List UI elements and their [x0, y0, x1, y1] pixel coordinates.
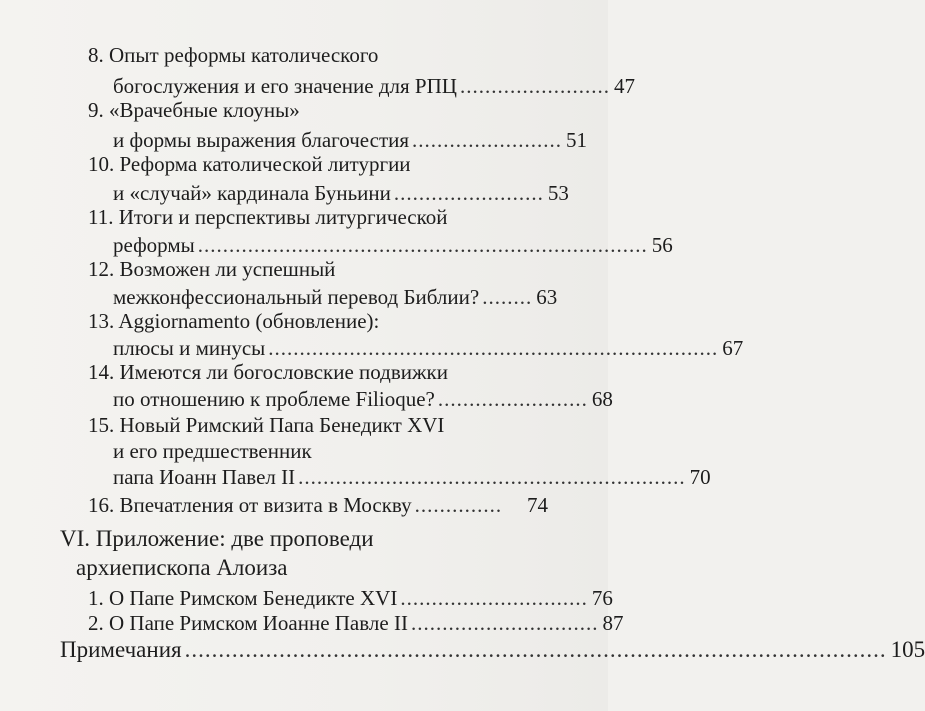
toc-entry-text: межконфессиональный перевод Библии?	[113, 285, 480, 309]
toc-entry-text: реформы	[113, 233, 195, 257]
toc-entry-text: богослужения и его значение для РПЦ	[113, 74, 457, 98]
toc-entry-9-line-1[interactable]	[88, 95, 548, 125]
toc-entry-10-line-1[interactable]	[88, 149, 548, 179]
leader-dots: ........................	[412, 128, 563, 152]
leader-dots: ..............................................................	[298, 465, 686, 489]
toc-entry-15-line-3[interactable]	[113, 462, 711, 492]
page-number: 63	[536, 285, 558, 309]
toc-entry-text: 16. Впечатления от визита в Москву	[88, 493, 412, 517]
toc-entry-text: и «случай» кардинала Буньини	[113, 181, 391, 205]
toc-entry-text: папа Иоанн Павел II	[113, 465, 296, 489]
toc-entry-16[interactable]	[88, 490, 548, 520]
section-vi-heading-line-2[interactable]	[76, 553, 548, 583]
toc-entry-text: 2. О Папе Римском Иоанне Павле II	[88, 611, 408, 635]
toc-entry-text: 14. Имеются ли богословские подвижки	[88, 360, 448, 384]
leader-dots: ..............................	[400, 586, 588, 610]
page-number: 68	[591, 387, 613, 411]
section-vi-heading-line-1[interactable]	[60, 524, 548, 554]
page-number: 70	[689, 465, 711, 489]
page-number: 105	[890, 637, 925, 662]
leader-dots: ..............	[414, 493, 503, 517]
toc-entry-text: 12. Возможен ли успешный	[88, 257, 336, 281]
appendix-entry-2[interactable]	[88, 608, 624, 638]
page-number: 51	[566, 128, 588, 152]
leader-dots: ..............................	[410, 611, 599, 635]
toc-entry-text: 15. Новый Римский Папа Бенедикт XVI	[88, 413, 445, 437]
leader-dots: ........................	[393, 181, 544, 205]
leader-dots: ........................................................................	[268, 336, 719, 360]
toc-entry-text: 13. Aggiornamento (обновление):	[88, 309, 380, 333]
section-heading-text: архиепископа Алоиза	[76, 555, 288, 580]
toc-entry-14-line-1[interactable]	[88, 357, 548, 387]
toc-entry-text: 1. О Папе Римском Бенедикте XVI	[88, 586, 398, 610]
page-number: 87	[602, 611, 624, 635]
page-number: 56	[651, 233, 673, 257]
page-number: 53	[547, 181, 569, 205]
toc-entry-text: 10. Реформа католической литургии	[88, 152, 411, 176]
toc-entry-13-line-1[interactable]	[88, 306, 548, 336]
notes-entry[interactable]	[60, 635, 925, 665]
toc-entry-text: и формы выражения благочестия	[113, 128, 410, 152]
page-number: 47	[613, 74, 635, 98]
toc-entry-text: 8. Опыт реформы католического	[88, 43, 379, 67]
toc-entry-text: Примечания	[60, 637, 182, 662]
leader-dots: ........................................................................................................	[184, 637, 887, 662]
toc-entry-text: по отношению к проблеме Filioque?	[113, 387, 435, 411]
toc-entry-text: 11. Итоги и перспективы литургической	[88, 205, 448, 229]
toc-entry-11-line-1[interactable]	[88, 202, 548, 232]
leader-dots: ........................	[459, 74, 610, 98]
page-number: 74	[527, 493, 548, 517]
toc-entry-text: и его предшественник	[113, 439, 312, 463]
leader-dots: ........................	[437, 387, 588, 411]
toc-entry-text: плюсы и минусы	[113, 336, 266, 360]
toc-entry-text: 9. «Врачебные клоуны»	[88, 98, 300, 122]
leader-dots: ........................................................................	[197, 233, 648, 257]
toc-entry-12-line-1[interactable]	[88, 254, 548, 284]
page-number: 67	[722, 336, 744, 360]
section-heading-text: VI. Приложение: две проповеди	[60, 526, 374, 551]
leader-dots: ........	[482, 285, 533, 309]
toc-entry-8-line-1[interactable]	[88, 40, 548, 70]
page-number: 76	[591, 586, 613, 610]
